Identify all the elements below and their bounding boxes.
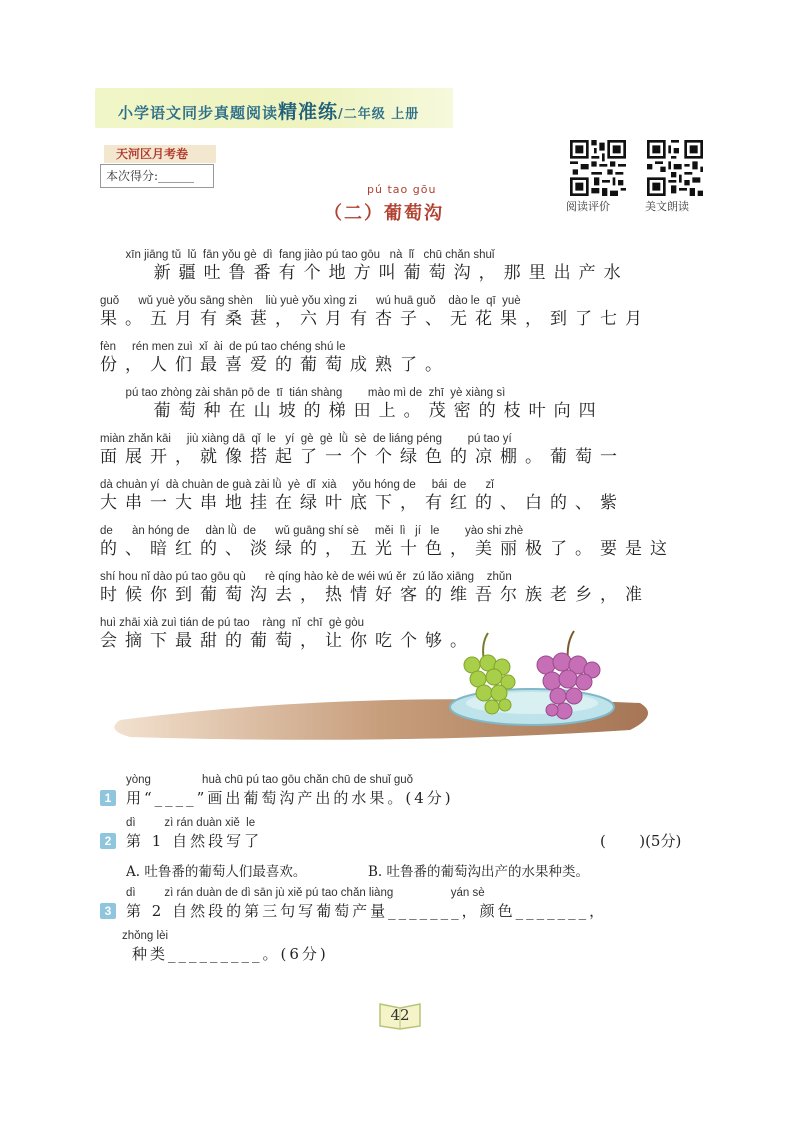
exam-tag: 天河区月考卷	[104, 145, 216, 163]
passage-pinyin: dà chuàn yí dà chuàn de guà zài lǜ yè dǐ xià yǒu hóng de bái de zǐ	[100, 479, 494, 491]
grapes-illustration	[100, 625, 660, 760]
qr-icon	[647, 140, 703, 196]
qr-label-reading-aloud: 美文朗读	[645, 200, 689, 213]
passage-pinyin: xīn jiāng tǔ lǔ fān yǒu gè dì fang jiào pú tao gōu nà lǐ chū chǎn shuǐ	[100, 249, 495, 261]
passage-text: 会摘下最甜的葡萄，让你吃个够。	[100, 631, 475, 651]
passage-line	[100, 570, 660, 606]
page-number-text: 42	[390, 1006, 410, 1024]
passage-pinyin: guǒ wǔ yuè yǒu sāng shèn liù yuè yǒu xìng zi wú huā guǒ dào le qī yuè	[100, 295, 521, 307]
question-1-pinyin: yòng huà chū pú tao gōu chǎn chū de shuǐ guǒ	[126, 774, 414, 786]
passage-line	[100, 340, 660, 376]
question-1-badge: 1	[100, 790, 116, 806]
passage-line	[100, 248, 660, 284]
question-1-text: 用“____”画出葡萄沟产出的水果。(4分)	[126, 789, 454, 807]
qr-label-reading-evaluation: 阅读评价	[566, 200, 610, 213]
question-3-badge: 3	[100, 903, 116, 919]
passage-line	[100, 432, 660, 468]
passage-pinyin: miàn zhǎn kāi jiù xiàng dā qǐ le yí gè gè lǜ sè de liáng péng pú tao yí	[100, 433, 512, 445]
question-2-pinyin: dì zì rán duàn xiě le	[126, 817, 256, 829]
passage-text: 时候你到葡萄沟去，热情好客的维吾尔族老乡，准	[100, 585, 650, 605]
passage-line	[100, 294, 660, 330]
score-box: 本次得分:______	[100, 164, 214, 188]
passage-text: 葡萄种在山坡的梯田上。茂密的枝叶向四	[100, 401, 604, 421]
series-name: 小学语文同步真题阅读	[118, 104, 279, 122]
series-title	[118, 97, 419, 124]
option-b[interactable]: B. 吐鲁番的葡萄沟出产的水果种类。	[368, 864, 590, 880]
question-3-pinyin-line2: zhǒng lèi	[122, 930, 169, 942]
grade-label: /二年级 上册	[338, 107, 420, 122]
question-2-text: 第 1 自然段写了	[126, 832, 263, 850]
question-3-text-line2[interactable]: 种类_________。(6分)	[132, 945, 329, 963]
passage-line	[100, 478, 660, 514]
passage-text: 份，人们最喜爱的葡萄成熟了。	[100, 355, 450, 375]
passage-pinyin: shí hou nǐ dào pú tao gōu qù rè qíng hào kè de wéi wú ěr zú lǎo xiāng zhǔn	[100, 571, 512, 583]
passage-text: 新疆吐鲁番有个地方叫葡萄沟，那里出产水	[100, 263, 629, 283]
option-a[interactable]: A. 吐鲁番的葡萄人们最喜欢。	[126, 864, 307, 880]
answer-bracket[interactable]: ( )(5分)	[600, 832, 682, 850]
passage-line	[100, 524, 675, 560]
passage-pinyin: huì zhāi xià zuì tián de pú tao ràng nǐ chī gè gòu	[100, 617, 365, 629]
passage-text: 的、暗红的、淡绿的，五光十色，美丽极了。要是这	[100, 539, 675, 559]
passage-pinyin: fèn rén men zuì xǐ ài de pú tao chéng shú le	[100, 341, 346, 353]
question-2-badge: 2	[100, 833, 116, 849]
passage-line	[100, 386, 660, 422]
page-title: （二）葡萄沟	[324, 203, 444, 224]
qr-code-reading-evaluation[interactable]	[570, 140, 626, 196]
passage-text: 面展开，就像搭起了一个个绿色的凉棚。葡萄一	[100, 447, 625, 467]
page-number	[378, 1000, 422, 1030]
qr-icon	[570, 140, 626, 196]
grapes-on-table-icon	[100, 625, 660, 760]
qr-code-reading-aloud[interactable]	[647, 140, 703, 196]
passage-pinyin: pú tao zhòng zài shān pō de tī tián shàng mào mì de zhī yè xiàng sì	[100, 387, 506, 399]
series-name-emphasis: 精准练	[278, 101, 339, 123]
passage-text: 果。五月有桑葚，六月有杏子、无花果，到了七月	[100, 309, 650, 329]
passage-text: 大串一大串地挂在绿叶底下，有红的、白的、紫	[100, 493, 625, 513]
passage-pinyin: de àn hóng de dàn lǜ de wǔ guāng shí sè měi lì jí le yào shi zhè	[100, 525, 524, 537]
question-3-pinyin: dì zì rán duàn de dì sān jù xiě pú tao chǎn liàng yán sè	[126, 887, 485, 899]
title-pinyin: pú tao gōu	[367, 183, 437, 196]
question-3-text[interactable]: 第 2 自然段的第三句写葡萄产量_______，颜色_______，	[126, 902, 608, 920]
